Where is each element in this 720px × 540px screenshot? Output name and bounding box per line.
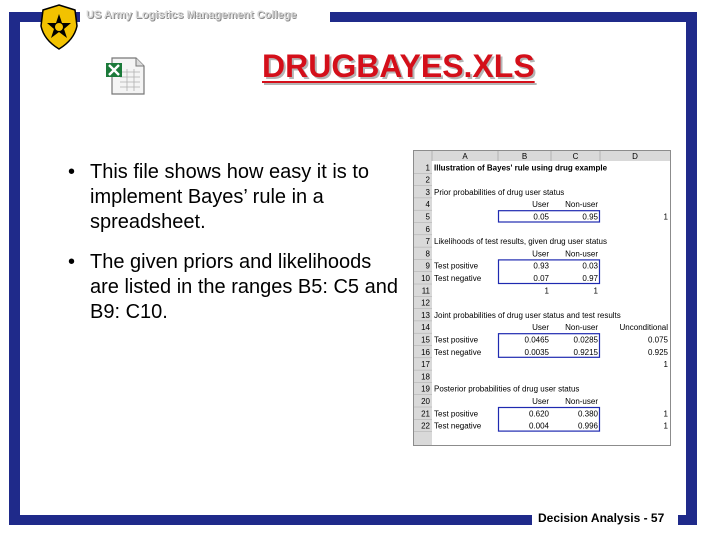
spreadsheet-cell: 1 xyxy=(544,286,549,296)
row-number: 6 xyxy=(425,224,430,234)
spreadsheet-cell: Prior probabilities of drug user status xyxy=(434,187,565,197)
row-number: 19 xyxy=(421,384,430,394)
row-number: 7 xyxy=(425,237,430,247)
spreadsheet-cell: 0.004 xyxy=(528,421,549,431)
spreadsheet-cell: User xyxy=(532,200,549,210)
spreadsheet-cell: Posterior probabilities of drug user status xyxy=(434,384,580,394)
spreadsheet-cell: Test positive xyxy=(434,261,479,271)
army-emblem-icon xyxy=(38,4,80,50)
bullet-list xyxy=(68,160,398,340)
page-title: DRUGBAYES.XLS xyxy=(262,48,535,84)
bullet-item xyxy=(68,160,398,235)
row-number: 4 xyxy=(425,200,430,210)
spreadsheet-cell: Non-user xyxy=(565,397,598,406)
spreadsheet-cell: Non-user xyxy=(565,200,598,210)
column-header-label: C xyxy=(572,152,579,161)
spreadsheet-cell: 1 xyxy=(593,286,598,296)
bullet-text: This file shows how easy it is to implement Bayes’ rule in a spreadsheet. xyxy=(90,161,369,233)
spreadsheet-cell: 0.9215 xyxy=(573,347,598,357)
bullet-marker: • xyxy=(68,251,76,273)
spreadsheet-cell: Unconditional xyxy=(619,323,668,333)
spreadsheet-cell: Joint probabilities of drug user status and test results xyxy=(434,310,621,320)
spreadsheet-cell: 0.95 xyxy=(582,212,598,222)
spreadsheet-cell: 0.07 xyxy=(533,274,549,283)
spreadsheet-cell: Non-user xyxy=(565,249,598,259)
row-number: 13 xyxy=(421,310,430,320)
spreadsheet-cell: 1 xyxy=(663,360,668,370)
spreadsheet-cell: Test positive xyxy=(434,409,479,419)
row-number: 20 xyxy=(421,397,430,406)
spreadsheet-cell: Test negative xyxy=(434,274,482,283)
bullet-item xyxy=(68,250,398,325)
row-number: 9 xyxy=(425,261,430,271)
row-number: 14 xyxy=(421,323,430,333)
spreadsheet-cell: Test negative xyxy=(434,421,482,431)
row-number: 16 xyxy=(421,347,430,357)
spreadsheet-cell: Illustration of Bayes' rule using drug example xyxy=(434,163,608,173)
spreadsheet-cell: 0.996 xyxy=(577,421,598,431)
spreadsheet-cell: 0.620 xyxy=(528,409,549,419)
row-number: 5 xyxy=(425,212,430,222)
spreadsheet-cell: 1 xyxy=(663,409,668,419)
spreadsheet-cell: 0.97 xyxy=(582,274,598,283)
row-number: 8 xyxy=(425,249,430,259)
college-name: US Army Logistics Management College xyxy=(86,9,297,21)
bullet-text: The given priors and likelihoods are listed in the ranges B5: C5 and B9: C10. xyxy=(90,251,398,323)
frame-left-bar xyxy=(9,12,20,525)
spreadsheet-cell: 0.93 xyxy=(533,261,549,271)
spreadsheet-cell: Likelihoods of test results, given drug user status xyxy=(434,237,607,247)
spreadsheet-cell: 1 xyxy=(663,421,668,431)
column-header-label: B xyxy=(521,152,528,161)
spreadsheet-screenshot xyxy=(413,150,671,446)
column-header-label: A xyxy=(462,152,468,161)
spreadsheet-cell: 0.05 xyxy=(533,212,549,222)
spreadsheet-cell: 0.380 xyxy=(577,409,598,419)
spreadsheet-cell: 0.0035 xyxy=(524,347,549,357)
row-number: 17 xyxy=(421,360,430,370)
row-number: 21 xyxy=(421,409,430,419)
spreadsheet-cell: 0.0465 xyxy=(524,335,549,345)
spreadsheet-cell: 1 xyxy=(663,212,668,222)
row-number: 12 xyxy=(421,298,430,308)
row-number: 11 xyxy=(421,286,430,296)
spreadsheet-cell: User xyxy=(532,323,549,333)
row-number: 1 xyxy=(425,163,430,173)
frame-right-bar xyxy=(686,12,697,525)
column-header-label: D xyxy=(632,152,638,161)
bullet-marker: • xyxy=(68,161,76,183)
excel-file-icon[interactable] xyxy=(104,56,148,96)
spreadsheet-cell: Test negative xyxy=(434,347,482,357)
spreadsheet-cell: 0.03 xyxy=(582,261,598,271)
spreadsheet-cell: 0.925 xyxy=(647,347,668,357)
row-number: 22 xyxy=(421,421,430,431)
row-number: 18 xyxy=(421,372,430,382)
row-number: 3 xyxy=(425,187,430,197)
spreadsheet-cell: User xyxy=(532,397,549,406)
spreadsheet-cell: 0.0285 xyxy=(573,335,598,345)
row-number: 2 xyxy=(425,175,430,185)
spreadsheet-cell: User xyxy=(532,249,549,259)
spreadsheet-cell: 0.075 xyxy=(647,335,668,345)
row-number: 10 xyxy=(421,274,430,283)
footer-slide-number: Decision Analysis - 57 xyxy=(538,511,665,525)
spreadsheet-cell: Test positive xyxy=(434,335,479,345)
row-number: 15 xyxy=(421,335,430,345)
spreadsheet-cell: Non-user xyxy=(565,323,598,333)
